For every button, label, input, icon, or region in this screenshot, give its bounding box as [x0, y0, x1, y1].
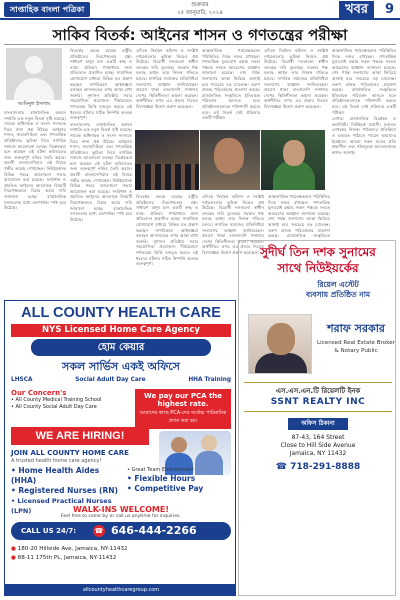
real-estate-title-2: সাথে নিউইয়র্কের [277, 261, 359, 275]
ad-subtitle: NYS Licensed Home Care Agency [11, 324, 231, 337]
ad-bn-all-services: সকল সার্ভিস একই অফিসে [62, 360, 180, 373]
company-name-bn: এস.এস.এন.টি রিয়েলটি ইনক [275, 387, 361, 395]
article-text: লেখক: রাজনৈতিক বিশ্লেষক ও কলামিস্ট। নিউইয়র্ক প্রবাসী। মতামত লেখকের নিজস্ব। পাঠকদের প্রতিক্রিয়া ও মতামত পাঠাতে পারেন আমাদের ইমেইলে। আমরা সকল মতের প্রতি শ্রদ্ধাশীল এবং গঠনমূলক আলোচনাকে স্বাগত জানাই। [332, 116, 396, 155]
real-estate-title-1: সুদীর্ঘ তিন দশক সুনামের [260, 245, 376, 259]
benefit-item: • Great Team Environment [127, 467, 194, 473]
office-label: অফিস ঠিকানা [288, 418, 348, 430]
article-headline: সাকিব বিতর্ক: আইনের শাসন ও গণতন্ত্রের পরীক্ষা [52, 26, 348, 44]
article-photo-portrait-woman [261, 130, 325, 190]
date-line [150, 1, 250, 17]
address-line: Jamaica, NY 11432 [289, 450, 347, 457]
face-shape [267, 323, 295, 355]
article-column-1 [4, 110, 66, 290]
article-text: এদিকে নির্বাচন কমিশন ও সংশ্লিষ্ট দপ্তরগুলোর ভূমিকা নিয়েও প্রশ্ন উঠেছে। বিরোধী দলগুলো স্বাধীন তদন্তের দাবি তুলেছে। সরকার পক্ষ বলছে আইন তার নিজস্ব গতিতে চলবে। নাগরিক সমাজের প্রতিনিধিরা সংলাপের আহ্বান জানিয়েছেন। প্রবাসে থাকা বাংলাদেশি সম্প্রদায় দেশের স্থিতিশীলতা কামনা করছেন। অর্থনীতির ওপর এর প্রভাব নিয়েও বিশেষজ্ঞরা উদ্বেগ প্রকাশ করেছেন। [136, 48, 198, 109]
address-list [11, 545, 231, 563]
home-care-ad[interactable] [4, 300, 236, 596]
section-tag: খবর [339, 1, 374, 18]
service-item: LHSCA [11, 377, 33, 383]
article-text: আন্তর্জাতিক পর্যবেক্ষকরাও পরিস্থিতির দিকে নজর রাখছেন। গণতান্ত্রিক মূল্যবোধ রক্ষায় সকল পক্ষকে সংযত আচরণের আহ্বান জানানো হয়েছে। শেষ পর্যন্ত জনগণের আস্থা ফিরিয়ে আনাই হবে সবচেয়ে বড় চ্যালেঞ্জ। তরুণ প্রজন্ম পরিবর্তনের প্রত্যাশা করছে। রাজনৈতিক সংস্কৃতিতে [268, 194, 330, 238]
join-heading: JOIN ALL COUNTY HOME CARE [11, 449, 129, 457]
article-text: এদিকে নির্বাচন কমিশন ও সংশ্লিষ্ট দপ্তরগুলোর ভূমিকা নিয়েও প্রশ্ন উঠেছে। বিরোধী দলগুলো স্বাধীন তদন্তের দাবি তুলেছে। সরকার পক্ষ বলছে আইন তার নিজস্ব গতিতে চলবে। নাগরিক সমাজের প্রতিনিধিরা সংলাপের আহ্বান জানিয়েছেন। প্রবাসে থাকা বাংলাদেশি সম্প্রদায় দেশের স্থিতিশীলতা কামনা করছেন। অর্থনীতির ওপর এর প্রভাব নিয়েও বিশেষজ্ঞরা উদ্বেগ প্রকাশ করেছেন। [264, 48, 328, 109]
concern-item: • All County Medical Training School [11, 397, 102, 403]
service-item: HHA Training [188, 377, 231, 383]
pca-line-2: আমাদের কাছে PCA-দের সর্বোচ্চ পারিশ্রমিক প্রদান করা হয়। [139, 410, 227, 424]
broker-role-2: & Notary Public [334, 348, 378, 354]
hiring-banner: WE ARE HIRING! [11, 427, 149, 445]
article-text: এদিকে নির্বাচন কমিশন ও সংশ্লিষ্ট দপ্তরগুলোর ভূমিকা নিয়েও প্রশ্ন উঠেছে। বিরোধী দলগুলো স্বাধীন তদন্তের দাবি তুলেছে। সরকার পক্ষ বলছে আইন তার নিজস্ব গতিতে চলবে। নাগরিক সমাজের প্রতিনিধিরা সংলাপের আহ্বান জানিয়েছেন। প্রবাসে থাকা বাংলাদেশি সম্প্রদায় দেশের স্থিতিশীলতা কামনা করছেন। অর্থনীতির ওপর এর প্রভাব নিয়েও বিশেষজ্ঞরা উদ্বেগ প্রকাশ করেছেন। [202, 194, 264, 255]
phone-icon: ☎ [94, 527, 104, 535]
address-item: ● 88-11 175th PL, Jamaica, NY-11432 [11, 555, 117, 561]
phone-number-link[interactable]: 646-444-2266 [111, 524, 197, 537]
website-link[interactable]: allcountyhealthcaregroup.com [5, 584, 236, 596]
article-text: আন্তর্জাতিক পর্যবেক্ষকরাও পরিস্থিতির দিকে নজর রাখছেন। গণতান্ত্রিক মূল্যবোধ রক্ষায় সকল পক্ষকে সংযত আচরণের আহ্বান জানানো হয়েছে। শেষ পর্যন্ত জনগণের আস্থা ফিরিয়ে আনাই হবে সবচেয়ে বড় চ্যালেঞ্জ। তরুণ প্রজন্ম পরিবর্তনের প্রত্যাশা করছে। রাজনৈতিক সংস্কৃতিতে ইতিবাচক পরিবর্তন আনতে হলে প্রতিষ্ঠানগুলোকে শক্তিশালী করতে হবে। এই বিতর্ক সেই প্রক্রিয়ার একটি পরীক্ষা। [332, 48, 396, 115]
concern-item: • All County Social Adult Day Care [11, 404, 97, 410]
real-estate-tag-2: ব্যবসায় প্রতিষ্ঠিত নাম [305, 290, 371, 299]
article-column-2 [70, 48, 132, 290]
article-text: বাংলাদেশের রাজনৈতিক অঙ্গনে সম্প্রতি এক নতুন বিতর্ক সৃষ্টি হয়েছে। সাবেক অধিনায়ক ও সংসদ সদস্যকে ঘিরে নানা প্রশ্ন উঠছে। আইনের শাসন, জবাবদিহিতা এবং গণতান্ত্রিক প্রতিষ্ঠানের ভূমিকা নিয়ে নাগরিক সমাজে আলোচনা চলছে। বিশ্লেষকরা মনে করছেন এই ঘটনা ভবিষ্যতের জন্য গুরুত্বপূর্ণ নজির তৈরি করবে। প্রবাসী বাংলাদেশিরাও এই বিষয়ে গভীর আগ্রহ দেখাচ্ছেন। নিউইয়র্কসহ বিভিন্ন শহরে আলোচনা সভার আয়োজন করা হয়েছে। সংবিধান ও প্রচলিত আইনের আলোকে বিষয়টি নিরপেক্ষভাবে বিচার করার দাবি জানানো হচ্ছে। রাজনৈতিক দলগুলোর মধ্যে মতপার্থক্য স্পষ্ট হয়ে উঠেছে। [4, 110, 66, 211]
walkin-subtext: Feel free to come by or call us anytime for inquiries. [60, 514, 182, 519]
role-item: • Licensed Practical Nurses (LPN) [11, 497, 112, 515]
article-text: বিতর্কের কেন্দ্রে রয়েছে রাষ্ট্রীয় প্রতিষ্ঠানের নিরপেক্ষতার প্রশ্ন। সাধারণ মানুষ চান একটি স্বচ্ছ ও ন্যায্য প্রক্রিয়া। গণমাধ্যমে নানা প্রতিবেদন প্রকাশিত হচ্ছে। সামাজিক যোগাযোগ মাধ্যমে বিভিন্ন মত প্রকাশ করছেন নাগরিকরা। আইনজ্ঞরা বলছেন আদালতের ওপর আস্থা রাখা জরুরি। সুশাসন প্রতিষ্ঠায় সবার সহযোগিতা প্রয়োজন। দীর্ঘমেয়াদে গণতন্ত্রের ভিত্তি মজবুত করতে এই ধরনের ঘটনার সঠিক নিষ্পত্তি অত্যন্ত গুরুত্বপূর্ণ। [70, 48, 132, 121]
company-name-en: SSNT REALTY INC [270, 397, 366, 407]
avatar-head-shape [25, 56, 43, 74]
role-item: • Registered Nurses (RN) [11, 486, 118, 495]
call-bar[interactable] [11, 522, 231, 540]
broker-name: শরাফ সরকার [327, 322, 385, 335]
role-item: • Home Health Aides (HHA) [11, 466, 100, 485]
article-column-6 [332, 48, 396, 238]
author-photo [6, 48, 62, 100]
date-full: ২৫ জানুয়ারি, ২০২৪ [177, 10, 223, 16]
benefit-item: • Competitive Pay [127, 484, 204, 493]
newspaper-logo: সাপ্তাহিক বাংলা পত্রিকা [4, 2, 90, 17]
service-item: Social Adult Day Care [75, 377, 146, 383]
article-column-3b [136, 194, 198, 290]
pca-rate-badge [135, 389, 231, 429]
concern-section [11, 389, 131, 411]
date-day: শুক্রবার [191, 2, 209, 8]
company-logo [244, 382, 392, 412]
location-pin-icon: ● [11, 555, 16, 561]
office-phone-link[interactable]: ☎ 718-291-8888 [275, 462, 361, 472]
article-column-5b [268, 194, 330, 238]
phone-icon: ☎ [275, 462, 291, 472]
broker-photo [248, 314, 312, 374]
article-photo-crowd [135, 130, 199, 190]
author-name: আমিনুল ইসলাম [17, 101, 51, 107]
article-text: বাংলাদেশের রাজনৈতিক অঙ্গনে সম্প্রতি এক নতুন বিতর্ক সৃষ্টি হয়েছে। সাবেক অধিনায়ক ও সংসদ সদস্যকে ঘিরে নানা প্রশ্ন উঠছে। আইনের শাসন, জবাবদিহিতা এবং গণতান্ত্রিক প্রতিষ্ঠানের ভূমিকা নিয়ে নাগরিক সমাজে আলোচনা চলছে। বিশ্লেষকরা মনে করছেন এই ঘটনা ভবিষ্যতের জন্য গুরুত্বপূর্ণ নজির তৈরি করবে। প্রবাসী বাংলাদেশিরাও এই বিষয়ে গভীর আগ্রহ দেখাচ্ছেন। নিউইয়র্কসহ বিভিন্ন শহরে আলোচনা সভার আয়োজন করা হয়েছে। সংবিধান ও প্রচলিত আইনের আলোকে বিষয়টি নিরপেক্ষভাবে বিচার করার দাবি জানানো হচ্ছে। রাজনৈতিক দলগুলোর মধ্যে মতপার্থক্য স্পষ্ট হয়ে উঠেছে। [70, 121, 132, 222]
article-column-5 [264, 48, 328, 128]
avatar-body-shape [14, 78, 54, 100]
pca-line-1: We pay our PCA the highest rate. [143, 392, 223, 408]
page-number: 9 [384, 2, 394, 17]
address-line: Close to Hill Side Avenue [280, 442, 356, 449]
location-pin-icon: ● [11, 546, 16, 552]
real-estate-header [240, 244, 396, 300]
join-subheading: A trusted health home care agency! [11, 458, 102, 464]
broker-role-1: Licensed Real Estate Broker [317, 340, 395, 346]
address-item: ● 180-20 Hillside Ave, Jamaica, NY-11432 [11, 546, 128, 552]
benefit-list [127, 466, 231, 494]
article-column-3 [136, 48, 198, 128]
service-list [11, 374, 231, 386]
ad-title: ALL COUNTY HEALTH CARE [21, 305, 221, 321]
article-photo-portrait-man [200, 130, 260, 190]
masthead [0, 0, 400, 20]
office-address [240, 434, 396, 458]
suit-shape [255, 353, 307, 374]
walkin-heading: WALK-INS WELCOME! [73, 505, 169, 514]
ad-bn-home-care: হোম কেয়ার [31, 339, 211, 356]
real-estate-tag-1: রিয়েল এস্টেট [317, 280, 359, 289]
article-column-4 [202, 48, 260, 128]
divider [4, 44, 396, 45]
address-line: 87-43, 164 Street [291, 434, 345, 441]
crowd-shape [135, 164, 199, 190]
concern-heading: Our Concern's [11, 389, 67, 397]
real-estate-ad[interactable] [240, 300, 396, 596]
article-text: আন্তর্জাতিক পর্যবেক্ষকরাও পরিস্থিতির দিকে নজর রাখছেন। গণতান্ত্রিক মূল্যবোধ রক্ষায় সকল পক্ষকে সংযত আচরণের আহ্বান জানানো হয়েছে। শেষ পর্যন্ত জনগণের আস্থা ফিরিয়ে আনাই হবে সবচেয়ে বড় চ্যালেঞ্জ। তরুণ প্রজন্ম পরিবর্তনের প্রত্যাশা করছে। রাজনৈতিক সংস্কৃতিতে ইতিবাচক পরিবর্তন আনতে হলে প্রতিষ্ঠানগুলোকে শক্তিশালী করতে হবে। এই বিতর্ক সেই প্রক্রিয়ার একটি পরীক্ষা। [202, 48, 260, 121]
benefit-item: • Flexible Hours [127, 474, 196, 483]
call-label: CALL US 24/7: [21, 527, 77, 535]
face-shape [283, 140, 305, 166]
face-shape [214, 138, 244, 174]
article-text: বিতর্কের কেন্দ্রে রয়েছে রাষ্ট্রীয় প্রতিষ্ঠানের নিরপেক্ষতার প্রশ্ন। সাধারণ মানুষ চান একটি স্বচ্ছ ও ন্যায্য প্রক্রিয়া। গণমাধ্যমে নানা প্রতিবেদন প্রকাশিত হচ্ছে। সামাজিক যোগাযোগ মাধ্যমে বিভিন্ন মত প্রকাশ করছেন নাগরিকরা। আইনজ্ঞরা বলছেন আদালতের ওপর আস্থা রাখা জরুরি। সুশাসন প্রতিষ্ঠায় সবার সহযোগিতা প্রয়োজন। দীর্ঘমেয়াদে গণতন্ত্রের ভিত্তি মজবুত করতে এই ধরনের ঘটনার সঠিক নিষ্পত্তি অত্যন্ত গুরুত্বপূর্ণ। [136, 194, 198, 267]
